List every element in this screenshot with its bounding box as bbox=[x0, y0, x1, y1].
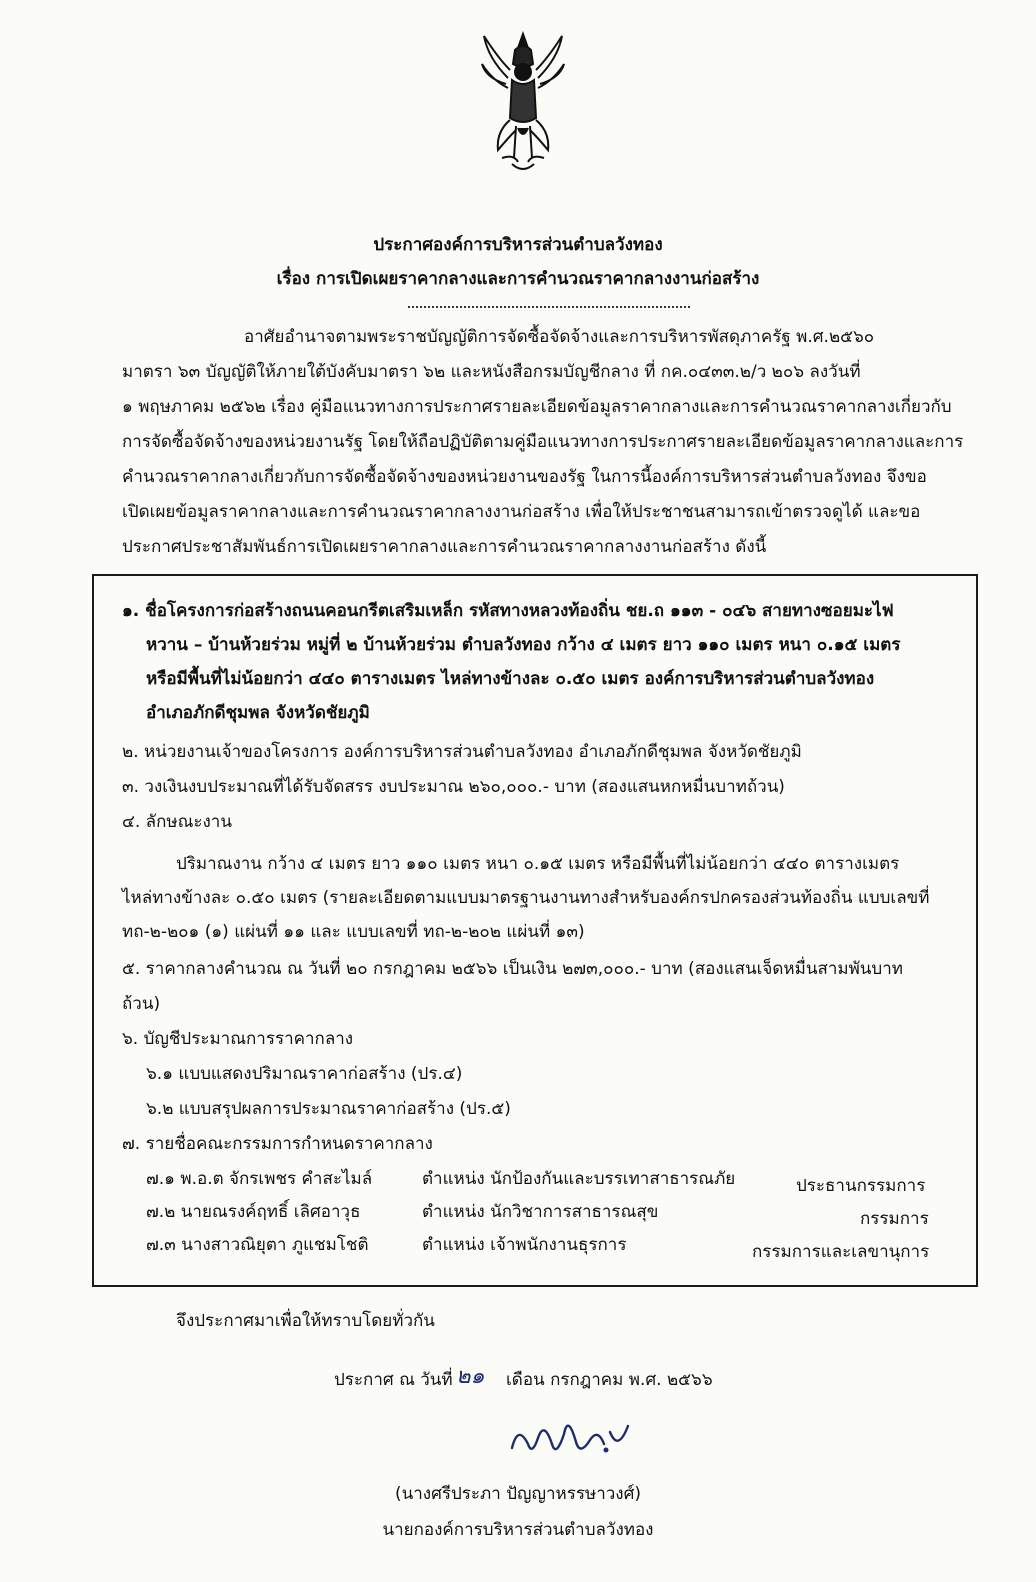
signature-mark bbox=[506, 1404, 636, 1466]
garuda-emblem bbox=[478, 28, 568, 178]
item-4-detail: ทถ-๒-๒๐๑ (๑) แผ่นที่ ๑๑ และ แบบเลขที่ ทถ-๒-๒๐๒ แผ่นที่ ๑๓) bbox=[122, 922, 585, 942]
preamble-line: คำนวณราคากลางเกี่ยวกับการจัดซื้อจัดจ้างของหน่วยงานของรัฐ ในการนี้องค์การบริหารส่วนตำบลวังทอง จึงขอ bbox=[122, 467, 927, 487]
committee-role: กรรมการ bbox=[860, 1209, 929, 1229]
item-4: ๔. ลักษณะงาน bbox=[122, 812, 232, 832]
preamble-line: การจัดซื้อจัดจ้างของหน่วยงานรัฐ โดยให้ถือปฏิบัติตามคู่มือแนวทางการประกาศรายละเอียดข้อมูลราคากลางและการ bbox=[122, 432, 964, 452]
committee-position: ตำแหน่ง เจ้าพนักงานธุรการ bbox=[422, 1235, 627, 1255]
item-3: ๓. วงเงินงบประมาณที่ได้รับจัดสรร งบประมาณ ๒๖๐,๐๐๐.- บาท (สองแสนหกหมื่นบาทถ้วน) bbox=[122, 777, 785, 797]
announcement-subject: เรื่อง การเปิดเผยราคากลางและการคำนวณราคากลางงานก่อสร้าง bbox=[276, 269, 760, 289]
committee-position: ตำแหน่ง นักวิชาการสาธารณสุข bbox=[422, 1202, 659, 1222]
announcement-title: ประกาศองค์การบริหารส่วนตำบลวังทอง bbox=[373, 235, 663, 255]
committee-position: ตำแหน่ง นักป้องกันและบรรเทาสาธารณภัย bbox=[422, 1169, 736, 1189]
item-1-line: หวาน – บ้านห้วยร่วม หมู่ที่ ๒ บ้านห้วยร่วม ตำบลวังทอง กว้าง ๔ เมตร ยาว ๑๑๐ เมตร หนา ๐.๑๕ เมตร bbox=[146, 635, 901, 655]
item-4-detail: ปริมาณงาน กว้าง ๔ เมตร ยาว ๑๑๐ เมตร หนา ๐.๑๕ เมตร หรือมีพื้นที่ไม่น้อยกว่า ๔๔๐ ตารางเมตร bbox=[176, 854, 900, 874]
date-day: ๒๑ bbox=[456, 1364, 485, 1389]
item-1-line: อำเภอภักดีชุมพล จังหวัดชัยภูมิ bbox=[146, 703, 370, 723]
item-2: ๒. หน่วยงานเจ้าของโครงการ องค์การบริหารส่วนตำบลวังทอง อำเภอภักดีชุมพล จังหวัดชัยภูมิ bbox=[122, 742, 802, 762]
date-suffix: เดือน กรกฎาคม พ.ศ. ๒๕๖๖ bbox=[506, 1370, 713, 1390]
committee-role: กรรมการและเลขานุการ bbox=[752, 1242, 930, 1262]
item-1-line: ๑. ชื่อโครงการก่อสร้างถนนคอนกรีตเสริมเหล็ก รหัสทางหลวงท้องถิ่น ชย.ถ ๑๑๓ - ๐๔๖ สายทางซอยมะไฟ bbox=[122, 601, 894, 621]
preamble-line: ๑ พฤษภาคม ๒๕๖๒ เรื่อง คู่มือแนวทางการประกาศรายละเอียดข้อมูลราคากลางและการคำนวณราคากลางเกี่ยวกับ bbox=[122, 397, 952, 417]
date-prefix: ประกาศ ณ วันที่ bbox=[334, 1370, 453, 1390]
preamble-line: มาตรา ๖๓ บัญญัติให้ภายใต้บังคับมาตรา ๖๒ และหนังสือกรมบัญชีกลาง ที่ กค.๐๔๓๓.๒/ว ๒๐๖ ลงวันที่ bbox=[122, 362, 861, 382]
item-5: ถ้วน) bbox=[122, 994, 161, 1014]
item-5: ๕. ราคากลางคำนวณ ณ วันที่ ๒๐ กรกฎาคม ๒๕๖๖ เป็นเงิน ๒๗๓,๐๐๐.- บาท (สองแสนเจ็ดหมื่นสามพันบาท bbox=[122, 959, 903, 979]
item-6-2: ๖.๒ แบบสรุปผลการประมาณราคาก่อสร้าง (ปร.๕) bbox=[146, 1099, 511, 1119]
item-6-1: ๖.๑ แบบแสดงปริมาณราคาก่อสร้าง (ปร.๔) bbox=[146, 1064, 463, 1084]
committee-role: ประธานกรรมการ bbox=[796, 1176, 926, 1196]
committee-name: ๗.๓ นางสาวณิยุตา ภูแชมโชติ bbox=[146, 1235, 369, 1255]
signatory-title: นายกองค์การบริหารส่วนตำบลวังทอง bbox=[382, 1520, 654, 1540]
preamble-line: อาศัยอำนาจตามพระราชบัญญัติการจัดซื้อจัดจ้างและการบริหารพัสดุภาครัฐ พ.ศ.๒๕๖๐ bbox=[244, 327, 875, 347]
committee-name: ๗.๑ พ.อ.ต จักรเพชร คำสะไมล์ bbox=[146, 1169, 373, 1189]
item-4-detail: ไหล่ทางข้างละ ๐.๕๐ เมตร (รายละเอียดตามแบบมาตรฐานงานทางสำหรับองค์กรปกครองส่วนท้องถิ่น แบบเลขที่ bbox=[122, 888, 930, 908]
preamble-line: ประกาศประชาสัมพันธ์การเปิดเผยราคากลางและการคำนวณราคากลางงานก่อสร้าง ดังนี้ bbox=[122, 537, 767, 557]
preamble-line: เปิดเผยข้อมูลราคากลางและการคำนวณราคากลางงานก่อสร้าง เพื่อให้ประชาชนสามารถเข้าตรวจดูได้ และขอ bbox=[122, 502, 921, 522]
signatory-name: (นางศรีประภา ปัญญาหรรษาวงศ์) bbox=[394, 1484, 642, 1504]
item-6: ๖. บัญชีประมาณการราคากลาง bbox=[122, 1029, 354, 1049]
item-7: ๗. รายชื่อคณะกรรมการกำหนดราคากลาง bbox=[122, 1134, 433, 1154]
item-1-line: หรือมีพื้นที่ไม่น้อยกว่า ๔๔๐ ตารางเมตร ไหล่ทางข้างละ ๐.๕๐ เมตร องค์การบริหารส่วนตำบลวังทอง bbox=[146, 669, 875, 689]
committee-name: ๗.๒ นายณรงค์ฤทธิ์ เลิศอาวุธ bbox=[146, 1202, 361, 1222]
header-divider bbox=[408, 306, 690, 308]
closing-text: จึงประกาศมาเพื่อให้ทราบโดยทั่วกัน bbox=[176, 1311, 435, 1331]
